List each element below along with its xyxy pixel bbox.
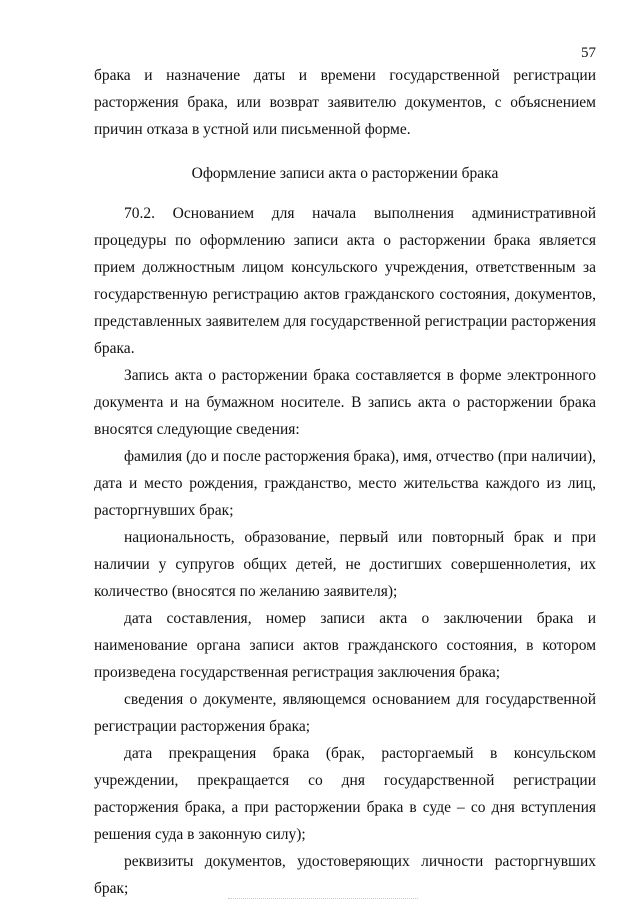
paragraph-record-form: Запись акта о расторжении брака составляется в форме электронного документа и на бумажном носителе. В запись акта о расторжении брака вносятся следующие сведения: (94, 367, 596, 438)
list-item-basis-document: сведения о документе, являющемся основанием для государственной регистрации расторжения брака; (94, 691, 596, 735)
document-body (94, 62, 596, 902)
list-item-marriage-record: дата составления, номер записи акта о заключении брака и наименование органа записи актов гражданского состояния, в котором произведена государственная регистрация заключения брака; (94, 610, 596, 681)
paragraph-70-2: 70.2. Основанием для начала выполнения административной процедуры по оформлению записи акта о расторжении брака является прием должностным лицом консульского учреждения, ответственным за государственную регистрацию актов гражданского состояния, документов, представленных заявителем для государственной регистрации расторжения брака. (94, 205, 596, 357)
scan-artifact (228, 898, 418, 899)
page-number: 57 (581, 45, 596, 61)
list-item-termination-date: дата прекращения брака (брак, расторгаемый в консульском учреждении, прекращается со дня государственной регистрации расторжения брака, а при расторжении брака в суде – со дня вступления решения суда в законную силу); (94, 745, 596, 843)
section-heading: Оформление записи акта о расторжении брака (191, 165, 499, 182)
paragraph-continuation: брака и назначение даты и времени государственной регистрации расторжения брака, или возврат заявителю документов, с объяснением причин отказа в устной или письменной форме. (94, 67, 596, 138)
list-item-identity-documents: реквизиты документов, удостоверяющих личности расторгнувших брак; (94, 853, 596, 897)
list-item-nationality: национальность, образование, первый или повторный брак и при наличии у супругов общих детей, не достигших совершеннолетия, их количество (вносятся по желанию заявителя); (94, 529, 596, 600)
list-item-names: фамилия (до и после расторжения брака), имя, отчество (при наличии), дата и место рождения, гражданство, место жительства каждого из лиц, расторгнувших брак; (94, 448, 596, 519)
